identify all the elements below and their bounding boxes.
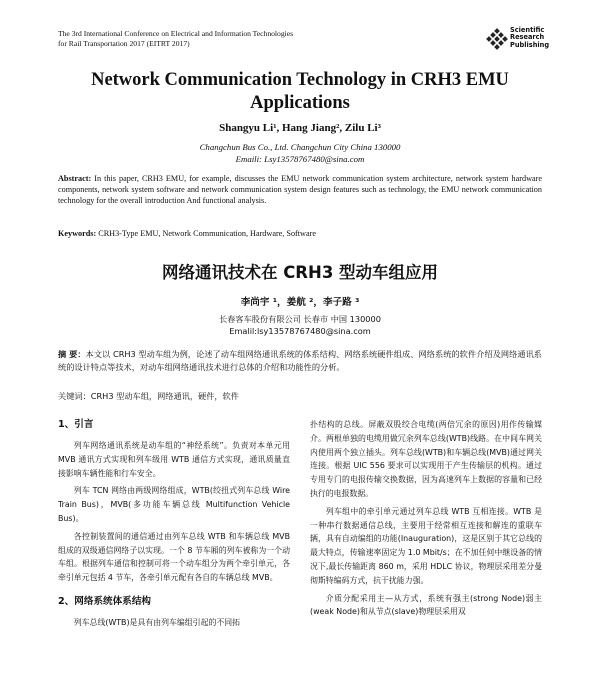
section-2-heading: 2、网络系统体系结构 xyxy=(58,595,152,607)
chinese-authors: 李尚宇 ¹，姜航 ²，李子路 ³ xyxy=(240,297,360,308)
conference-line-2: for Rail Transportation 2017 (EITRT 2017) xyxy=(58,39,190,48)
english-keywords-label: Keywords: xyxy=(58,229,97,238)
publisher-logo xyxy=(486,26,566,66)
english-abstract xyxy=(58,174,542,206)
left-paragraph-1: 列车网络通讯系统是动车组的“神经系统”。负责对本单元用 MVB 通讯方式实现和列车级用 WTB 通信方式实现，通讯质量直接影响车辆性能和行车安全。 xyxy=(58,441,290,478)
english-abstract-label: Abstract: xyxy=(58,174,92,183)
english-keywords-text: CRH3-Type EMU, Network Communication, Hardware, Software xyxy=(96,229,316,238)
chinese-abstract-text: 本文以 CRH3 型动车组为例，论述了动车组网络通讯系统的体系结构、网络系统硬件组成、网络系统的软件介绍及网络通讯系统的设计特点等技术，对动车组网络通讯技术进行总体的介绍和功能性的分析。 xyxy=(58,349,542,372)
conference-line-1: The 3rd International Conference on Electrical and Information Technologies xyxy=(58,29,294,38)
chinese-affiliation-block xyxy=(40,313,560,337)
chinese-keywords-text: CRH3 型动车组，网络通讯，硬件，软件 xyxy=(90,391,239,401)
english-abstract-text: In this paper, CRH3 EMU, for example, discusses the EMU network communication system architecture, network system hardware components, network system software and network communication system design features such as technology, the EMU network communication technology for the overall introduction And functional analysis. xyxy=(58,174,542,205)
chinese-title: 网络通讯技术在 CRH3 型动车组应用 xyxy=(161,263,439,282)
left-paragraph-2: 列车 TCN 网络由两级网络组成，WTB(绞扭式列车总线 Wire Train Bus)，MVB(多功能车辆总线 Multifunction Vehicle Bus)。 xyxy=(58,486,290,523)
chinese-keywords-label: 关键词： xyxy=(58,391,91,401)
conference-header xyxy=(58,29,388,49)
english-title-line-1: Network Communication Technology in CRH3 EMU xyxy=(91,70,509,90)
chinese-keywords xyxy=(58,390,542,402)
publisher-line-2: Research xyxy=(510,33,545,42)
publisher-name xyxy=(510,27,549,49)
body-left-column xyxy=(58,418,290,634)
english-keywords xyxy=(58,229,542,240)
right-paragraph-1: 扑结构的总线。屏蔽双股绞合电缆(两倍冗余的原因)用作传输媒介。两根单独的电缆用做冗余列车总线(WTB)线路。在中间车网关内使用两个独立插头。列车总线(WTB)和车辆总线(MVB)通过网关连接。根据 UIC 556 要求可以实现用于产生传输层的机构。通过专用专门的电报传输交换数据，因为高速列车上数据的容量和已经执行的电报数据。 xyxy=(310,420,542,498)
english-title-line-2: Applications xyxy=(250,93,350,113)
publisher-line-1: Scientific xyxy=(510,26,545,34)
publisher-line-3: Publishing xyxy=(510,40,550,49)
section-1-heading: 1、引言 xyxy=(58,419,94,430)
body-right-column xyxy=(310,418,542,623)
left-paragraph-4: 列车总线(WTB)是具有由列车编组引起的不同拓 xyxy=(73,617,241,627)
english-authors: Shangyu Li¹, Hang Jiang², Zilu Li³ xyxy=(219,122,381,134)
right-paragraph-3: 介质分配采用主—从方式，系统有强主(strong Node)弱主(weak Node)和从节点(slave)物理层采用双 xyxy=(310,593,542,617)
chinese-abstract-label: 摘 要： xyxy=(58,349,86,359)
publisher-diamond-icon xyxy=(486,28,508,50)
english-email: Emaili: Lsy13578767480@sina.com xyxy=(235,154,365,164)
chinese-email: Emalil:lsy13578767480@sina.com xyxy=(229,326,371,336)
english-title xyxy=(40,69,560,115)
left-paragraph-3: 各控制装置间的通信通过由列车总线 WTB 和车辆总线 MVB 组成的双级通信网络子以实现。一个 8 节车厢的列车被称为一个动车组。根据列车通信和控制可将一个动车组分为两个牵引单元，各牵引单元包括 4 节车，各牵引单元配有各自的车辆总线 MVB。 xyxy=(58,531,290,583)
english-affiliation-block xyxy=(40,141,560,165)
english-affiliation: Changchun Bus Co., Ltd. Changchun City China 130000 xyxy=(199,142,401,152)
right-paragraph-2: 列车组中的牵引单元通过列车总线 WTB 互相连接。WTB 是一种串行数据通信总线，主要用于经常相互连接和解连的重联车辆，具有自动编组的功能(Inauguration)，这是区别于其它总线的最大特点，传输速率固定为 1.0 Mbit/s；在不加任何中继设备的情况下,最长传输距离 860 m，采用 HDLC 协议，物理层采用差分曼彻斯特编码方式，抗干扰能力强。 xyxy=(310,506,542,585)
chinese-abstract xyxy=(58,348,542,373)
chinese-affiliation: 长春客车股份有限公司 长春市 中国 130000 xyxy=(219,314,381,324)
